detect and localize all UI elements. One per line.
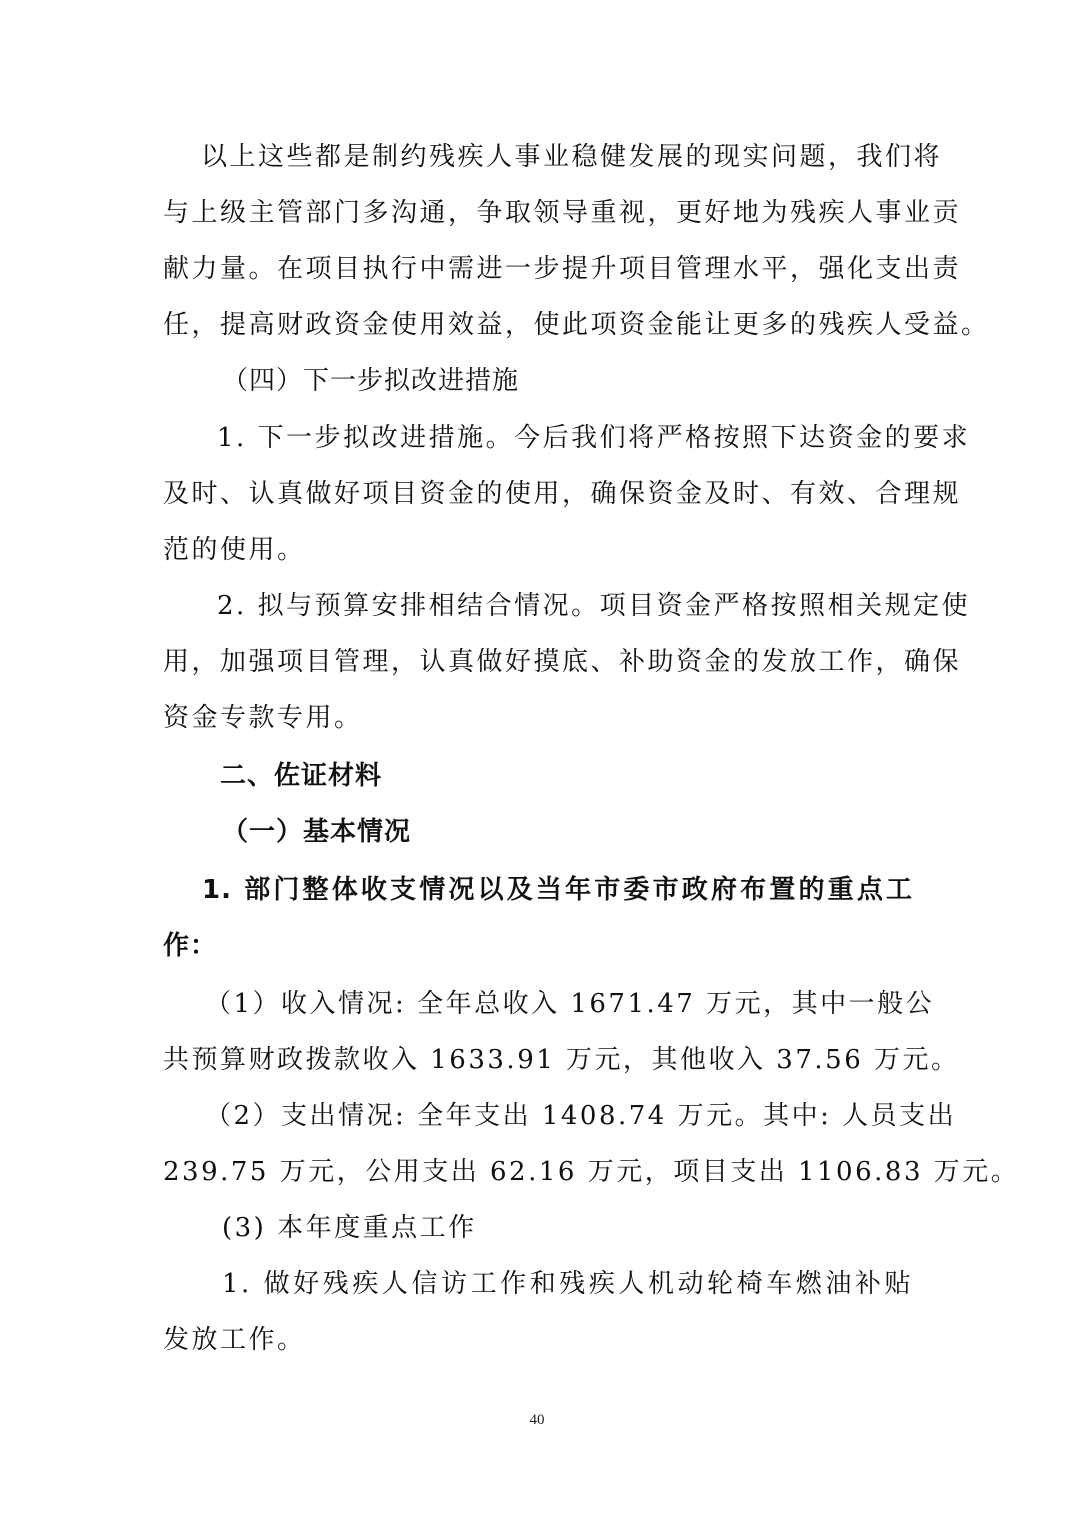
key-work-line: 发放工作。 <box>163 1325 306 1355</box>
paragraph-line: 与上级主管部门多沟通，争取领导重视，更好地为残疾人事业贡 <box>163 198 962 228</box>
paragraph-line: 献力量。在项目执行中需进一步提升项目管理水平，强化支出责 <box>163 254 962 284</box>
point-heading-line: 1. 部门整体收支情况以及当年市委市政府布置的重点工 <box>202 875 913 905</box>
list-item-line: 范的使用。 <box>163 535 306 565</box>
list-item-line: 1. 下一步拟改进措施。今后我们将严格按照下达资金的要求 <box>217 423 971 453</box>
income-line: （1）收入情况: 全年总收入 1671.47 万元，其中一般公 <box>205 989 935 1019</box>
list-item-line: 资金专款专用。 <box>163 703 363 733</box>
list-item-line: 2. 拟与预算安排相结合情况。项目资金严格按照相关规定使 <box>217 591 971 621</box>
key-work-heading: (3) 本年度重点工作 <box>222 1213 477 1243</box>
paragraph-line: 任，提高财政资金使用效益，使此项资金能让更多的残疾人受益。 <box>163 310 990 340</box>
point-heading-line: 作： <box>163 931 218 961</box>
expenditure-line: （2）支出情况: 全年支出 1408.74 万元。其中: 人员支出 <box>205 1101 957 1131</box>
expenditure-line: 239.75 万元，公用支出 62.16 万元，项目支出 1106.83 万元。 <box>163 1157 1020 1187</box>
key-work-line: 1. 做好残疾人信访工作和残疾人机动轮椅车燃油补贴 <box>222 1269 913 1299</box>
list-item-line: 及时、认真做好项目资金的使用，确保资金及时、有效、合理规 <box>163 479 962 509</box>
section-heading: 二、佐证材料 <box>220 761 383 791</box>
paragraph-line: 以上这些都是制约残疾人事业稳健发展的现实问题，我们将 <box>201 142 943 172</box>
list-item-line: 用，加强项目管理，认真做好摸底、补助资金的发放工作，确保 <box>163 647 962 677</box>
income-line: 共预算财政拨款收入 1633.91 万元，其他收入 37.56 万元。 <box>163 1045 960 1075</box>
section-heading: （四）下一步拟改进措施 <box>222 366 520 396</box>
page-number: 40 <box>529 1412 545 1428</box>
subsection-heading: （一）基本情况 <box>222 817 412 847</box>
